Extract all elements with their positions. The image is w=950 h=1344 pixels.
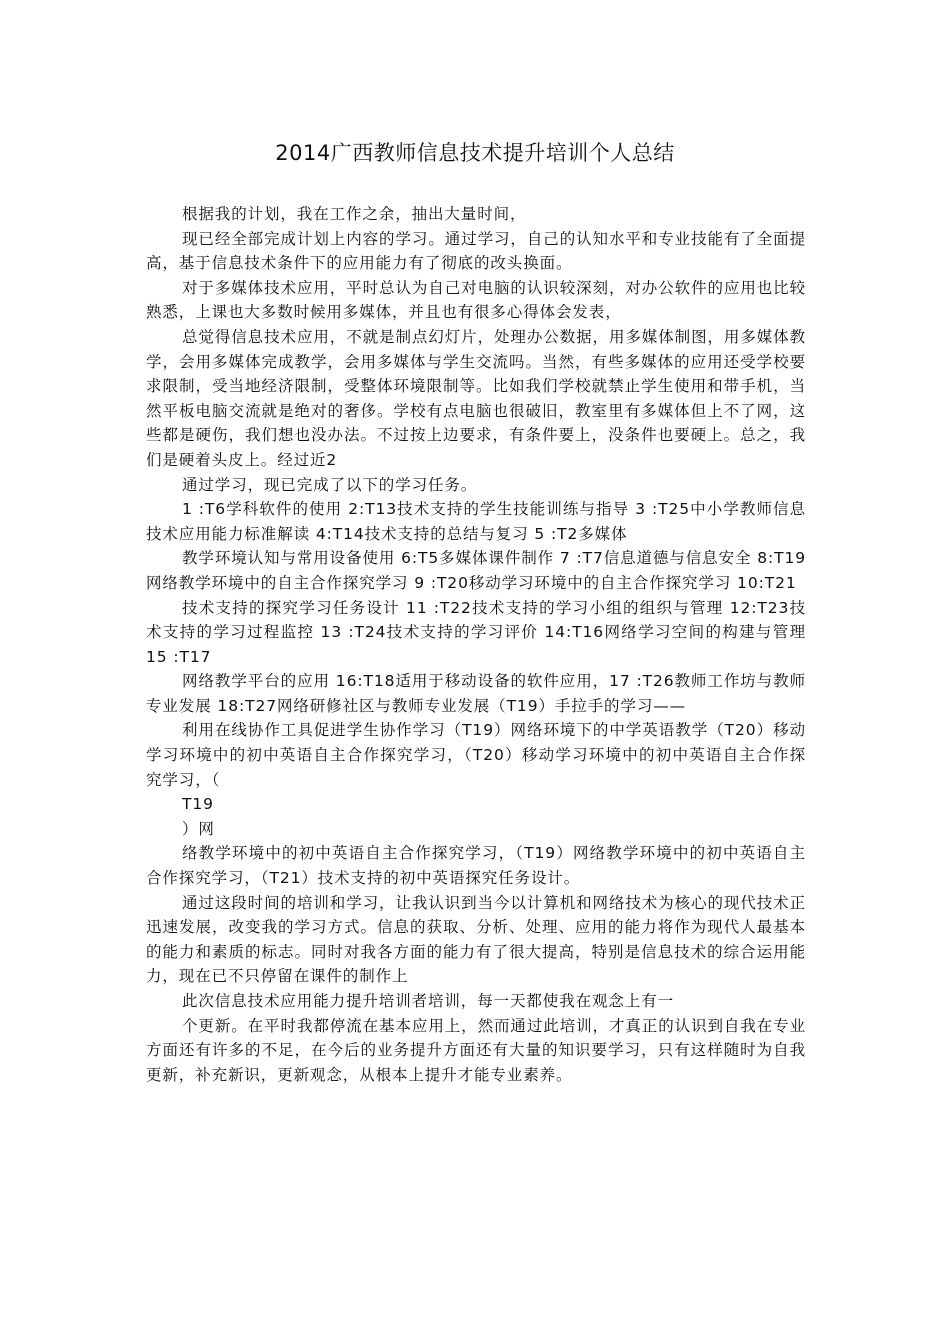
paragraph: 教学环境认知与常用设备使用 6:T5多媒体课件制作 7 :T7信息道德与信息安全 8:T19网络教学环境中的自主合作探究学习 9 :T20移动学习环境中的自主合作探究学习 10:T21	[146, 549, 806, 592]
paragraph: 1 :T6学科软件的使用 2:T13技术支持的学生技能训练与指导 3 :T25中小学教师信息技术应用能力标准解读 4:T14技术支持的总结与复习 5 :T2多媒体	[146, 500, 806, 543]
paragraph: 对于多媒体技术应用，平时总认为自己对电脑的认识较深刻，对办公软件的应用也比较熟悉，上课也大多数时候用多媒体，并且也有很多心得体会发表，	[146, 278, 806, 322]
paragraph: ）网	[182, 819, 215, 838]
document-body	[146, 202, 806, 1087]
paragraph: T19	[182, 795, 214, 814]
paragraph: 现已经全部完成计划上内容的学习。通过学习，自己的认知水平和专业技能有了全面提高，基于信息技术条件下的应用能力有了彻底的改头换面。	[146, 229, 806, 273]
paragraph: 个更新。在平时我都停流在基本应用上，然而通过此培训，才真正的认识到自我在专业方面还有许多的不足，在今后的业务提升方面还有大量的知识要学习，只有这样随时为自我更新，补充新识，更新观念，从根本上提升才能专业素养。	[146, 1016, 806, 1084]
paragraph: 根据我的计划，我在工作之余，抽出大量时间，	[182, 205, 527, 223]
paragraph: 利用在线协作工具促进学生协作学习（T19）网络环境下的中学英语教学（T20）移动学习环境中的初中英语自主合作探究学习，（T20）移动学习环境中的初中英语自主合作探究学习，（	[146, 721, 806, 789]
paragraph: 总觉得信息技术应用，不就是制点幻灯片，处理办公数据，用多媒体制图，用多媒体教学，会用多媒体完成教学，会用多媒体与学生交流吗。当然，有些多媒体的应用还受学校要求限制，受当地经济限制，受整体环境限制等。比如我们学校就禁止学生使用和带手机，当然平板电脑交流就是绝对的奢侈。学校有点电脑也很破旧，教室里有多媒体但上不了网，这些都是硬伤，我们想也没办法。不过按上边要求，有条件要上，没条件也要硬上。总之，我们是硬着头皮上。经过近2	[146, 327, 806, 469]
paragraph: 此次信息技术应用能力提升培训者培训，每一天都使我在观念上有一	[182, 992, 675, 1010]
paragraph: 技术支持的探究学习任务设计 11 :T22技术支持的学习小组的组织与管理 12:T23技术支持的学习过程监控 13 :T24技术支持的学习评价 14:T16网络学习空间的构建与管理 15 :T17	[146, 598, 806, 666]
paragraph: 通过这段时间的培训和学习，让我认识到当今以计算机和网络技术为核心的现代技术正迅速发展，改变我的学习方式。信息的获取、分析、处理、应用的能力将作为现代人最基本的能力和素质的标志。同时对我各方面的能力有了很大提高，特别是信息技术的综合运用能力，现在已不只停留在课件的制作上	[146, 893, 806, 986]
paragraph: 通过学习，现已完成了以下的学习任务。	[182, 475, 478, 494]
paragraph: 网络教学平台的应用 16:T18适用于移动设备的软件应用，17 :T26教师工作坊与教师专业发展 18:T27网络研修社区与教师专业发展（T19）手拉手的学习——	[146, 672, 806, 715]
paragraph: 络教学环境中的初中英语自主合作探究学习，（T19）网络教学环境中的初中英语自主合作探究学习，（T21）技术支持的初中英语探究任务设计。	[146, 844, 806, 888]
document-title: 2014广西教师信息技术提升培训个人总结	[275, 141, 675, 165]
